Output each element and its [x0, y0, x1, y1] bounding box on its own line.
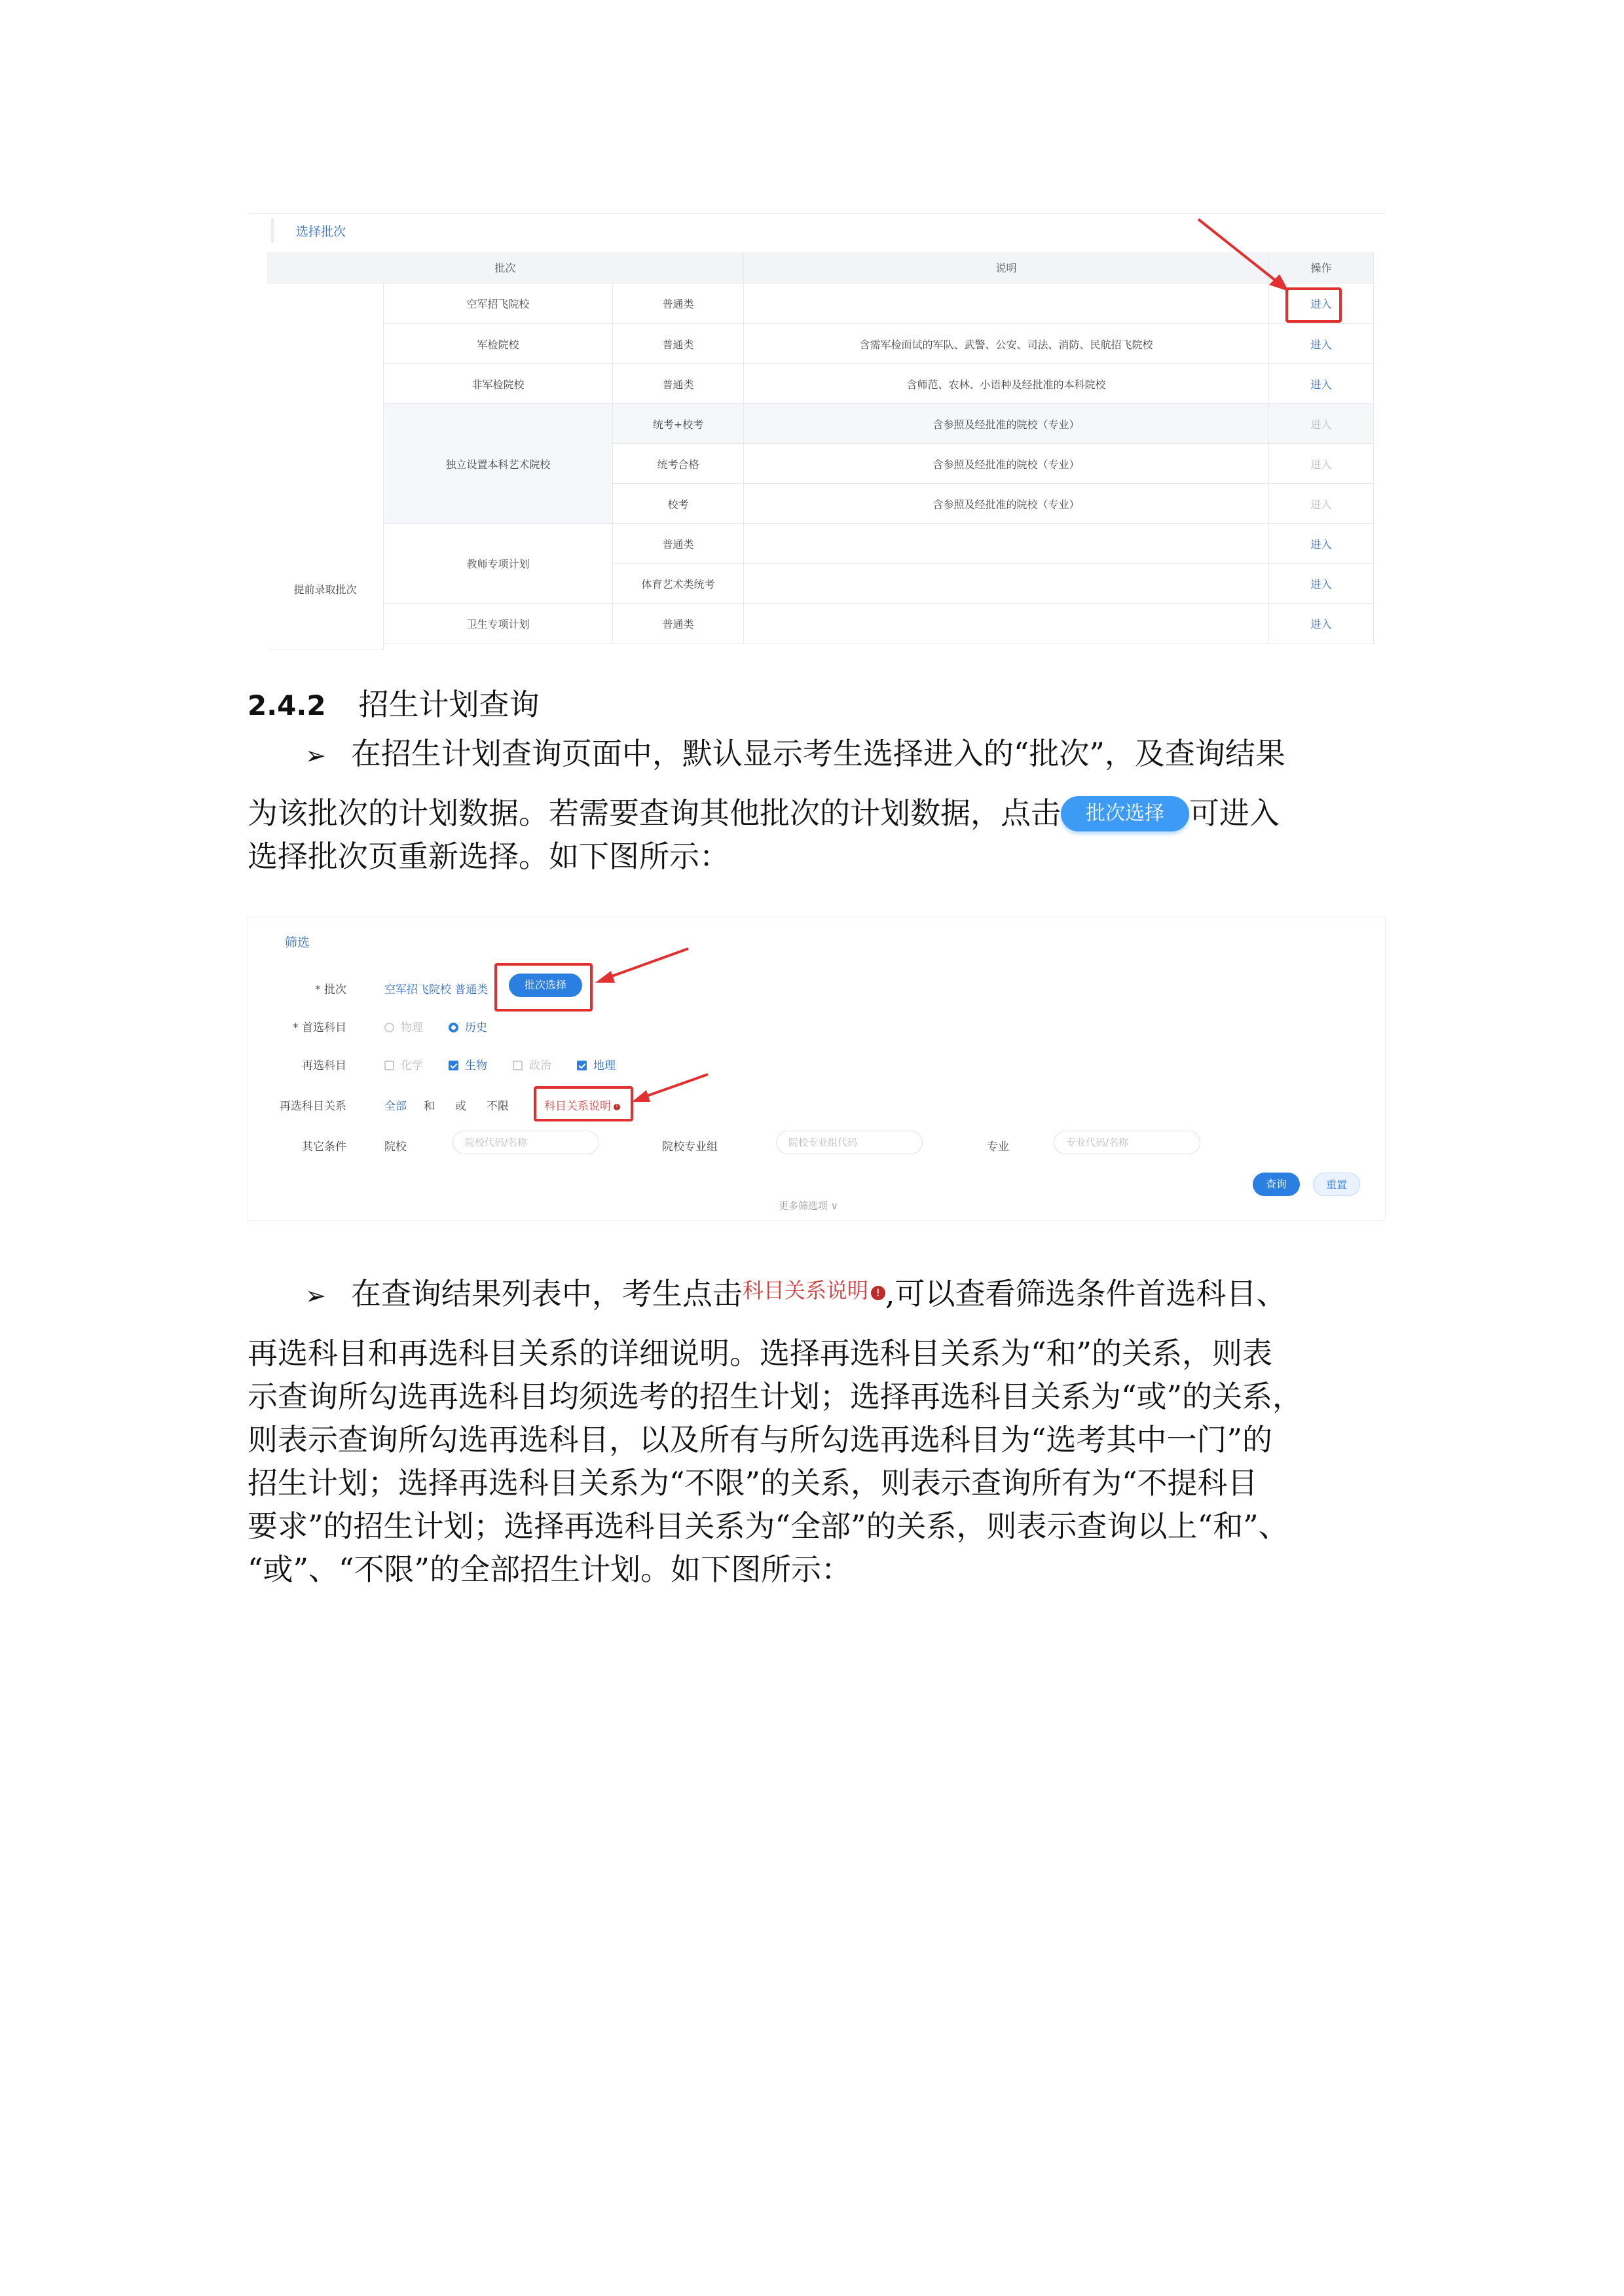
row-desc: 含参照及经批准的院校（专业） [744, 484, 1269, 524]
enter-link[interactable]: 进入 [1310, 338, 1332, 351]
row-type: 校考 [613, 484, 744, 524]
row-name: 卫生专项计划 [384, 604, 613, 644]
query-button[interactable]: 查询 [1253, 1173, 1300, 1196]
row-name: 非军检院校 [384, 364, 613, 404]
paragraph-1 [248, 732, 1386, 878]
row-action [1269, 324, 1374, 364]
row-desc: 含参照及经批准的院校（专业） [744, 404, 1269, 444]
row-desc [744, 283, 1269, 324]
para2-line-b: ,可以查看筛选条件首选科目、 [885, 1276, 1287, 1311]
para1-line-a: 在招生计划查询页面中，默认显示考生选择进入的“批次”，及查询结果 [350, 736, 1285, 771]
re-subject-biology[interactable]: 生物 [449, 1056, 487, 1072]
batch-panel-title: 选择批次 [296, 225, 346, 239]
row-action [1269, 364, 1374, 404]
row-name: 军检院校 [384, 324, 613, 364]
highlight-box [534, 1086, 633, 1121]
row-type: 普通类 [613, 524, 744, 564]
panel-accent [271, 218, 274, 243]
enter-link-disabled: 进入 [1310, 498, 1332, 511]
row-action [1269, 604, 1374, 644]
relation-help-link[interactable]: 科目关系说明 ! [544, 1097, 620, 1113]
row-type: 体育艺术类统考 [613, 564, 744, 604]
highlight-arrow [589, 946, 693, 992]
re-subject-politics[interactable]: 政治 [513, 1056, 551, 1072]
highlight-box [494, 963, 593, 1011]
checkbox-checked-icon [577, 1061, 587, 1070]
paragraph-2 [248, 1269, 1386, 1591]
row-type: 普通类 [613, 283, 744, 324]
row-desc: 含参照及经批准的院校（专业） [744, 444, 1269, 484]
first-subject-physics[interactable]: 物理 [384, 1018, 423, 1034]
row-type: 统考合格 [613, 444, 744, 484]
school-label: 院校 [384, 1140, 407, 1154]
para2-line-a: 在查询结果列表中，考生点击 [350, 1276, 743, 1311]
checkbox-icon [384, 1061, 394, 1070]
para1-line-d: 选择批次页重新选择。如下图所示： [248, 839, 729, 874]
relation-unlimited[interactable]: 不限 [487, 1100, 509, 1113]
enter-link[interactable]: 进入 [1310, 538, 1332, 551]
batch-label: * 批次 [315, 983, 346, 996]
relation-or[interactable]: 或 [455, 1100, 466, 1113]
info-icon: ! [614, 1104, 620, 1110]
school-input[interactable]: 院校代码/名称 [452, 1131, 599, 1154]
row-action [1269, 524, 1374, 564]
para2-line: 则表示查询所勾选再选科目，以及所有与所勾选再选科目为“选考其中一门”的 [248, 1422, 1273, 1457]
row-action [1269, 484, 1374, 524]
checkbox-checked-icon [449, 1061, 458, 1070]
header-batch: 批次 [267, 252, 744, 283]
re-subject-geography[interactable]: 地理 [577, 1056, 616, 1072]
info-icon: ! [871, 1286, 885, 1300]
enter-link[interactable]: 进入 [1310, 618, 1332, 630]
enter-link-disabled: 进入 [1310, 418, 1332, 431]
row-type: 普通类 [613, 364, 744, 404]
enter-link[interactable]: 进入 [1310, 378, 1332, 391]
para2-line: 招生计划；选择再选科目关系为“不限”的关系，则表示查询所有为“不提科目 [248, 1465, 1258, 1501]
para2-line: 再选科目和再选科目关系的详细说明。选择再选科目关系为“和”的关系，则表 [248, 1336, 1273, 1371]
row-name: 教师专项计划 [384, 524, 613, 604]
batch-table [267, 252, 1374, 649]
row-type: 普通类 [613, 604, 744, 644]
highlight-arrow [628, 1072, 713, 1111]
row-type: 统考+校考 [613, 404, 744, 444]
para1-line-b: 为该批次的计划数据。若需要查询其他批次的计划数据，点击 [248, 795, 1061, 831]
para2-line: “或”、“不限”的全部招生计划。如下图所示： [248, 1552, 852, 1587]
section-number: 2.4.2 [248, 689, 326, 721]
batch-value: 空军招飞院校 普通类 [384, 983, 489, 996]
relation-label: 再选科目关系 [280, 1100, 346, 1113]
row-desc: 含师范、农林、小语种及经批准的本科院校 [744, 364, 1269, 404]
filter-screenshot [248, 917, 1386, 1221]
group-label: 提前录取批次 [267, 283, 384, 649]
group-input[interactable]: 院校专业组代码 [776, 1131, 923, 1154]
header-action: 操作 [1269, 252, 1374, 283]
header-desc: 说明 [744, 252, 1269, 283]
re-subject-chemistry[interactable]: 化学 [384, 1056, 423, 1072]
bullet-icon: ➢ [305, 1281, 326, 1310]
highlight-arrow [1197, 214, 1354, 299]
more-filters-link[interactable]: 更多筛选项 ∨ [779, 1200, 838, 1212]
row-type: 普通类 [613, 324, 744, 364]
row-desc [744, 604, 1269, 644]
row-desc [744, 564, 1269, 604]
section-heading [248, 681, 540, 724]
bullet-icon: ➢ [305, 741, 326, 770]
row-action [1269, 564, 1374, 604]
major-label: 专业 [987, 1140, 1009, 1154]
first-subject-history[interactable]: 历史 [449, 1018, 487, 1034]
radio-icon [384, 1023, 394, 1032]
row-desc [744, 524, 1269, 564]
para2-line: 示查询所勾选再选科目均须选考的招生计划；选择再选科目关系为“或”的关系， [248, 1379, 1303, 1414]
para2-line: 要求”的招生计划；选择再选科目关系为“全部”的关系，则表示查询以上“和”、 [248, 1508, 1289, 1544]
relation-and[interactable]: 和 [424, 1100, 435, 1113]
row-name: 独立设置本科艺术院校 [384, 404, 613, 524]
reset-button[interactable]: 重置 [1313, 1173, 1360, 1196]
enter-link-disabled: 进入 [1310, 458, 1332, 471]
relation-all[interactable]: 全部 [384, 1100, 407, 1113]
first-subject-label: * 首选科目 [293, 1021, 346, 1034]
major-input[interactable]: 专业代码/名称 [1054, 1131, 1200, 1154]
batch-select-button[interactable]: 批次选择 [509, 974, 582, 997]
filter-title: 筛选 [285, 936, 310, 950]
radio-checked-icon [449, 1023, 458, 1032]
relation-help-link[interactable]: 科目关系说明 ! [743, 1269, 885, 1312]
checkbox-icon [513, 1061, 523, 1070]
batch-select-screenshot [248, 213, 1386, 649]
section-title: 招生计划查询 [358, 687, 540, 722]
other-label: 其它条件 [302, 1140, 346, 1154]
batch-select-button[interactable]: 批次选择 [1061, 796, 1189, 831]
row-action [1269, 444, 1374, 484]
re-subject-label: 再选科目 [302, 1059, 346, 1072]
enter-link[interactable]: 进入 [1310, 298, 1332, 310]
row-action [1269, 404, 1374, 444]
para1-line-c: 可进入 [1189, 795, 1280, 831]
row-name: 空军招飞院校 [384, 283, 613, 324]
row-desc: 含需军检面试的军队、武警、公安、司法、消防、民航招飞院校 [744, 324, 1269, 364]
enter-link[interactable]: 进入 [1310, 577, 1332, 591]
group-label: 院校专业组 [662, 1140, 718, 1154]
